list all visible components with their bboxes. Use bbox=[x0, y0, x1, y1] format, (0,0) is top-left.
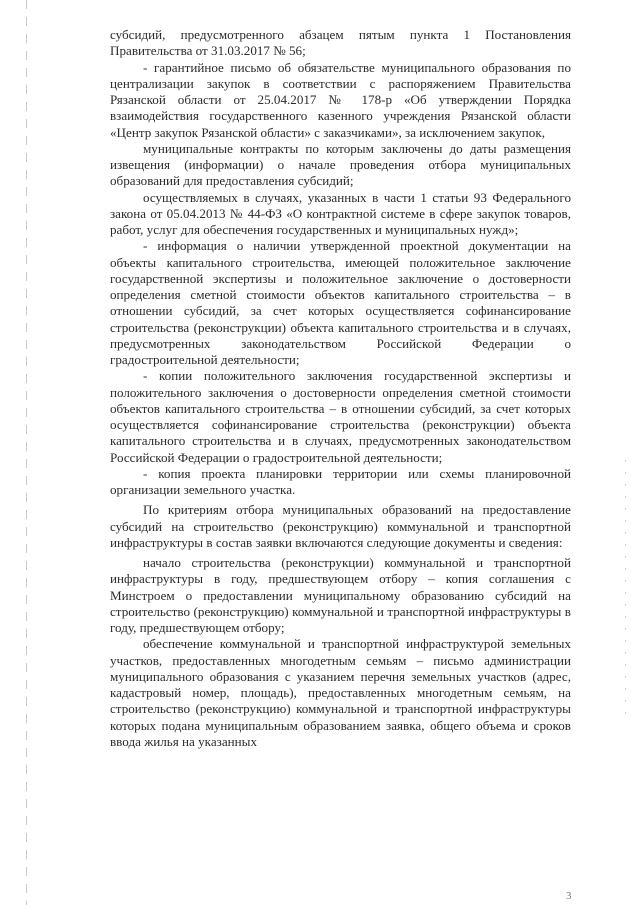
paragraph: осуществляемых в случаях, указанных в части 1 статьи 93 Федерального закона от 05.04.2013 № 44-ФЗ «О контрактной системе в сфере закупок товаров, работ, услуг для обеспечения государственных и муниципальных нужд»; bbox=[110, 189, 571, 237]
page-number: 3 bbox=[566, 890, 572, 902]
paragraph: - гарантийное письмо об обязательстве муниципального образования по централизации закупок в соответствии с распоряжением Правительства Рязанской области от 25.04.2017 № 178-р «Об утверждении Порядка взаимодействия государственного казенного учреждения Рязанской области «Центр закупок Рязанской области» с заказчиками», за исключением закупок, bbox=[110, 59, 571, 140]
margin-dots bbox=[625, 460, 626, 720]
paragraph: муниципальные контракты по которым заключены до даты размещения извещения (информации) о начале проведения отбора муниципальных образований для предоставления субсидий; bbox=[110, 140, 571, 189]
paragraph: По критериям отбора муниципальных образований на предоставление субсидий на строительство (реконструкцию) коммунальной и транспортной инфраструктуры в состав заявки включаются следующие документы и сведения: bbox=[110, 502, 571, 550]
paragraph: - копия проекта планировки территории или схемы планировочной организации земельного участка. bbox=[110, 465, 571, 497]
paragraph: - информация о наличии утвержденной проектной документации на объекты капитального строительства, имеющей положительное заключение государственной экспертизы и положительное заключение о достоверности определения сметной стоимости объектов капитального строительства – в отношении субсидий, за счет которых осуществляется софинансирование строительства (реконструкции) объекта капитального строительства и в случаях, предусмотренных законодательством Российской Федерации о градостроительной деятельности; bbox=[110, 238, 571, 367]
paragraph: начало строительства (реконструкции) коммунальной и транспортной инфраструктуры в году, предшествующем отбору – копия соглашения с Минстроем о предоставлении муниципальному образованию субсидий на строительство (реконструкцию) коммунальной и транспортной инфраструктуры в году, предшествующем отбору; bbox=[110, 555, 571, 635]
scan-edge-line bbox=[26, 0, 27, 905]
document-body bbox=[110, 27, 571, 750]
paragraph: обеспечение коммунальной и транспортной инфраструктурой земельных участков, предоставленных многодетным семьям – письмо администрации муниципального образования с указанием перечня земельных участков (адрес, кадастровый номер, площадь), предоставленных многодетным семьям, на строительство (реконструкцию) коммунальной и транспортной инфраструктуры которых подана муниципальным образованием заявка, общего объема и сроков ввода жилья на указанных bbox=[110, 636, 571, 749]
paragraph: - копии положительного заключения государственной экспертизы и положительного заключения о достоверности определения сметной стоимости объектов капитального строительства – в отношении субсидий, за счет которых осуществляется софинансирование строительства (реконструкции) объекта капитального строительства и в случаях, предусмотренных законодательством Российской Федерации о градостроительной деятельности; bbox=[110, 368, 571, 465]
paragraph: субсидий, предусмотренного абзацем пятым пункта 1 Постановления Правительства от 31.03.2017 № 56; bbox=[110, 27, 571, 59]
